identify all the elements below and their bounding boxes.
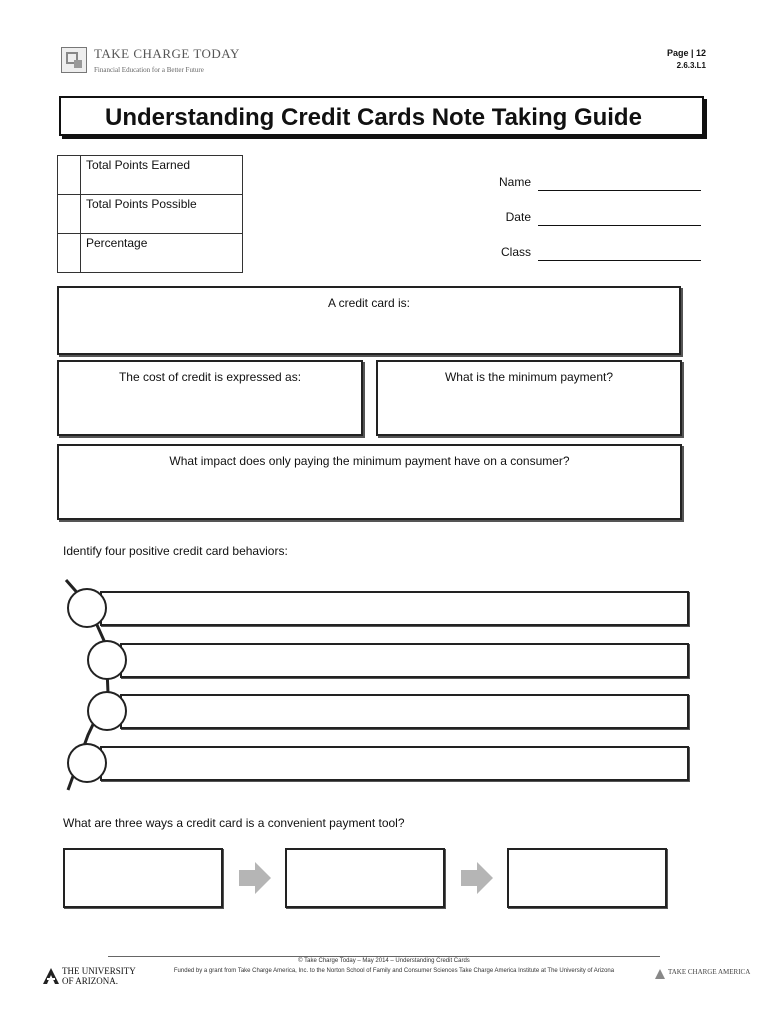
minimum-payment-prompt: What is the minimum payment? <box>444 370 614 384</box>
minimum-payment-impact-box[interactable] <box>57 444 682 520</box>
behavior-bullet-circle-2 <box>87 640 127 680</box>
page-title: Understanding Credit Cards Note Taking Guide <box>105 104 642 131</box>
date-label: Date <box>505 210 531 224</box>
credit-card-definition-box[interactable] <box>57 286 681 355</box>
minimum-payment-box[interactable] <box>376 360 682 436</box>
take-charge-america-logo-icon <box>654 968 666 980</box>
take-charge-today-logo-mark <box>61 47 87 73</box>
cost-of-credit-prompt: The cost of credit is expressed as: <box>118 370 302 384</box>
logo-tagline: Financial Education for a Better Future <box>94 66 204 74</box>
name-label: Name <box>498 175 531 189</box>
behavior-answer-bar-3[interactable] <box>120 694 689 729</box>
class-label: Class <box>500 245 531 259</box>
ua-logo-line1: THE UNIVERSITY <box>62 966 136 976</box>
convenience-answer-box-2[interactable] <box>285 848 445 908</box>
points-table <box>57 155 243 273</box>
lesson-code: 2.6.3.L1 <box>676 61 706 70</box>
behavior-bullet-circle-3 <box>87 691 127 731</box>
minimum-payment-impact-prompt: What impact does only paying the minimum payment have on a consumer? <box>169 454 570 468</box>
percentage-input[interactable] <box>58 234 81 273</box>
points-earned-input[interactable] <box>58 156 81 195</box>
behavior-bullet-circle-4 <box>67 743 107 783</box>
behavior-answer-bar-2[interactable] <box>120 643 689 678</box>
convenience-prompt: What are three ways a credit card is a convenient payment tool? <box>63 816 405 830</box>
page-number: Page | 12 <box>666 48 706 58</box>
convenience-answer-box-3[interactable] <box>507 848 667 908</box>
footer-funding: Funded by a grant from Take Charge America, Inc. to the Norton School of Family and Consumer Sciences Take Charge America Institute at The University of Arizona <box>173 968 615 974</box>
name-line[interactable] <box>538 189 701 191</box>
footer-divider <box>108 956 660 957</box>
university-of-arizona-logo-icon <box>42 967 60 985</box>
convenience-answer-box-1[interactable] <box>63 848 223 908</box>
behavior-answer-bar-4[interactable] <box>100 746 689 781</box>
right-arrow-icon <box>237 860 273 896</box>
points-row-label: Total Points Earned <box>81 156 243 195</box>
points-row <box>58 234 243 273</box>
ua-logo-line2: OF ARIZONA. <box>62 976 119 986</box>
cost-of-credit-box[interactable] <box>57 360 363 436</box>
class-line[interactable] <box>538 259 701 261</box>
right-arrow-icon <box>459 860 495 896</box>
points-possible-input[interactable] <box>58 195 81 234</box>
take-charge-america-logo: TAKE CHARGE AMERICA <box>668 968 751 976</box>
behavior-answer-bar-1[interactable] <box>100 591 689 626</box>
credit-card-definition-prompt: A credit card is: <box>327 296 411 310</box>
logo-title: TAKE CHARGE TODAY <box>94 46 240 61</box>
points-row <box>58 156 243 195</box>
university-of-arizona-logo <box>62 966 136 986</box>
date-line[interactable] <box>538 224 701 226</box>
title-box <box>59 96 704 136</box>
behavior-bullet-circle-1 <box>67 588 107 628</box>
points-row <box>58 195 243 234</box>
points-row-label: Total Points Possible <box>81 195 243 234</box>
behaviors-prompt: Identify four positive credit card behaviors: <box>63 544 288 558</box>
footer-copyright: © Take Charge Today – May 2014 – Understanding Credit Cards <box>298 958 470 964</box>
points-row-label: Percentage <box>81 234 243 273</box>
